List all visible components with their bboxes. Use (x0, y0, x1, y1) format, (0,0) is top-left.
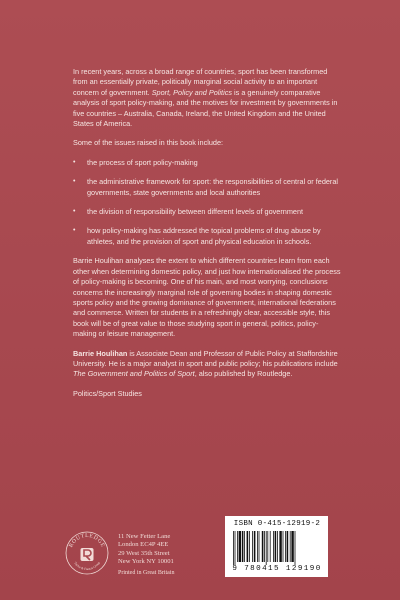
barcode-bar (254, 531, 256, 562)
routledge-logo (64, 530, 110, 576)
barcode-bar (295, 531, 296, 565)
barcode-bar (291, 531, 293, 562)
issue-text: the process of sport policy-making (87, 157, 198, 167)
author-bio: is Associate Dean and Professor of Public Policy at Staffordshire University. He is a major analyst in sport and public policy; his publications include (73, 348, 338, 368)
barcode-bar (262, 531, 264, 562)
analysis-paragraph: Barrie Houlihan analyses the extent to which different countries learn from each other when determining domestic policy, and just how internationalised the process of policy-making is becoming. One of his main, and most worrying, conclusions concerns the increasingly marginal role of governing bodies in shaping domestic sports policy and the growing dominance of government, international federations and commerce. Written for students in a refreshingly clear, accessible style, this book will be of great value to those studying sport in general, politics, policy-making or leisure management. (73, 256, 341, 339)
barcode-bar (290, 531, 291, 562)
issue-text: how policy-making has addressed the topical problems of drug abuse by athletes, and the provision of sport and physical education in schools. (87, 226, 321, 246)
barcode-bar (247, 531, 249, 562)
isbn-label: ISBN 0-415-12919-2 (233, 520, 321, 528)
issues-list (73, 158, 341, 247)
address-line: New York NY 10001 (118, 557, 174, 565)
bullet-icon: • (73, 208, 76, 216)
logo-subtitle: Taylor & Francis Group (73, 561, 101, 572)
barcode-bar (235, 531, 236, 565)
bullet-icon: • (73, 227, 76, 235)
bullet-icon: • (73, 178, 76, 186)
barcode-bar (273, 531, 274, 562)
barcode-bar (233, 531, 234, 565)
barcode-bar (257, 531, 258, 562)
barcode-bars (231, 531, 323, 565)
issues-heading: Some of the issues raised in this book include: (73, 138, 224, 148)
barcode-bar (287, 531, 289, 562)
author-name: Barrie Houlihan (73, 348, 128, 358)
barcode-digits: 9 780415 129190 (232, 565, 322, 573)
address-line: 29 West 35th Street (118, 549, 170, 557)
barcode-bar (252, 531, 253, 562)
issue-item (73, 158, 341, 168)
barcode-bar (270, 531, 271, 562)
barcode-bar (277, 531, 278, 562)
issue-text: the division of responsibility between different levels of government (87, 207, 304, 217)
issue-item (73, 226, 341, 247)
author-bio-end: , also published by Routledge. (194, 369, 293, 379)
barcode-bar (266, 531, 267, 565)
barcode-bar (267, 531, 268, 562)
address-line: London EC4P 4EE (118, 541, 169, 549)
svg-text:Taylor & Francis Group (73, 561, 101, 571)
barcode-bar (285, 531, 286, 562)
issue-item (73, 177, 341, 198)
barcode-bar (259, 531, 260, 562)
barcode-bar (275, 531, 277, 562)
blurb-text (73, 67, 341, 408)
printed-notice: Printed in Great Britain (118, 570, 175, 577)
barcode-bar (242, 531, 244, 562)
barcode-bar (239, 531, 241, 562)
logo-name: ROUTLEDGE (68, 532, 106, 549)
intro-paragraph (73, 67, 341, 129)
barcode-bar (279, 531, 281, 562)
intro-text-continued: is a genuinely comparative analysis of sport policy-making, and the motives for investment by governments in five countries – Australia, Canada, Ireland, the United Kingdom and the United States of America. (73, 87, 338, 129)
barcode-bar (244, 531, 245, 562)
barcode-bar (283, 531, 284, 562)
issue-text: the administrative framework for sport: the responsibilities of central or federal governments, state governments and local authorities (87, 177, 339, 197)
issue-item (73, 207, 341, 217)
subject-category: Politics/Sport Studies (73, 388, 142, 398)
barcode-bar (264, 531, 265, 562)
intro-text: In recent years, across a broad range of countries, sport has been transformed from an essentially private, politically marginal social activity to an important concern of government. (73, 67, 328, 97)
barcode-bar (249, 531, 250, 562)
publisher-address (118, 533, 175, 577)
bullet-icon: • (73, 158, 76, 166)
barcode-bar (237, 531, 238, 562)
address-line: 11 New Fetter Lane (118, 533, 171, 540)
author-paragraph (73, 349, 341, 380)
svg-text:ROUTLEDGE (68, 533, 106, 549)
author-book-title: The Government and Politics of Sport (73, 369, 195, 379)
book-title: Sport, Policy and Politics (151, 87, 232, 97)
barcode-panel (225, 516, 328, 577)
